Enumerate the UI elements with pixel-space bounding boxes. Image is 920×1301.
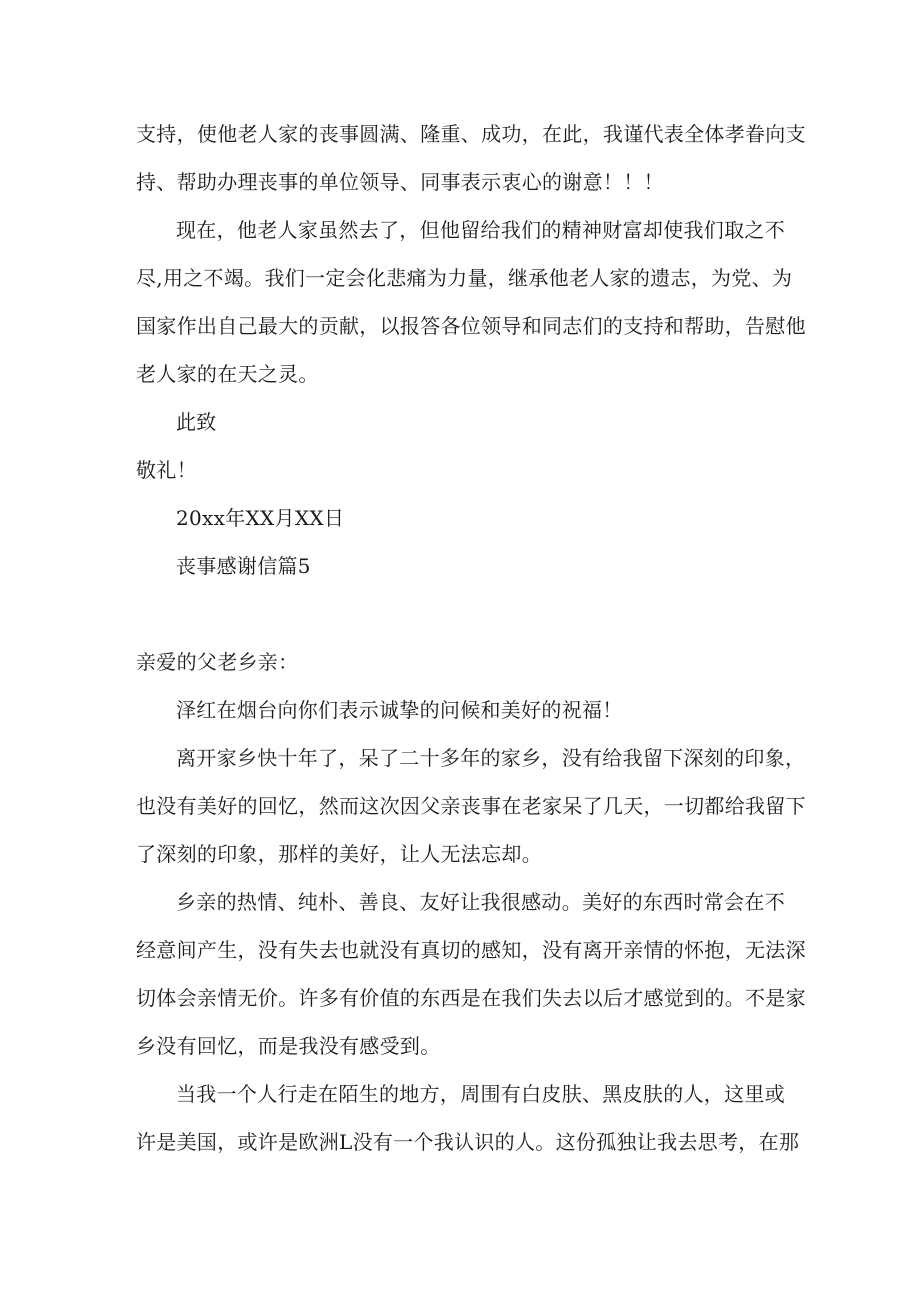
text-line: 国家作出自己最大的贡献，以报答各位领导和同志们的支持和帮助，告慰他 bbox=[136, 314, 806, 338]
paragraph-first-line: 现在，他老人家虽然去了，但他留给我们的精神财富却使我们取之不 bbox=[176, 218, 785, 242]
text-line: 许是美国，或许是欧洲L没有一个我认识的人。这份孤独让我去思考，在那 bbox=[136, 1130, 800, 1154]
closing-salutation: 此致 bbox=[176, 410, 217, 434]
text-line: 了深刻的印象，那样的美好，让人无法忘却。 bbox=[136, 842, 542, 866]
text-line: 乡没有回忆，而是我没有感受到。 bbox=[136, 1034, 441, 1058]
letter-date: 20xx年XX月XX日 bbox=[176, 506, 345, 530]
paragraph-first-line: 离开家乡快十年了，呆了二十多年的家乡，没有给我留下深刻的印象， bbox=[176, 746, 806, 770]
letter-greeting: 亲爱的父老乡亲： bbox=[136, 650, 299, 674]
text-line: 经意间产生，没有失去也就没有真切的感知，没有离开亲情的怀抱，无法深 bbox=[136, 938, 806, 962]
text-line: 也没有美好的回忆，然而这次因父亲丧事在老家呆了几天，一切都给我留下 bbox=[136, 794, 806, 818]
text-line: 支持，使他老人家的丧事圆满、隆重、成功，在此，我谨代表全体孝眷向支 bbox=[136, 122, 806, 146]
text-line: 持、帮助办理丧事的单位领导、同事表示衷心的谢意！！！ bbox=[136, 170, 664, 194]
section-heading: 丧事感谢信篇5 bbox=[176, 554, 311, 578]
text-line: 切体会亲情无价。许多有价值的东西是在我们失去以后才感觉到的。不是家 bbox=[136, 986, 806, 1010]
paragraph-first-line: 乡亲的热情、纯朴、善良、友好让我很感动。美好的东西时常会在不 bbox=[176, 890, 785, 914]
paragraph-first-line: 泽红在烟台向你们表示诚挚的问候和美好的祝福！ bbox=[176, 698, 623, 722]
text-line: 老人家的在天之灵。 bbox=[136, 362, 319, 386]
closing-regards: 敬礼！ bbox=[136, 458, 197, 482]
text-line: 尽,用之不竭。我们一定会化悲痛为力量，继承他老人家的遗志，为党、为 bbox=[136, 266, 793, 290]
paragraph-first-line: 当我一个人行走在陌生的地方，周围有白皮肤、黑皮肤的人，这里或 bbox=[176, 1082, 785, 1106]
